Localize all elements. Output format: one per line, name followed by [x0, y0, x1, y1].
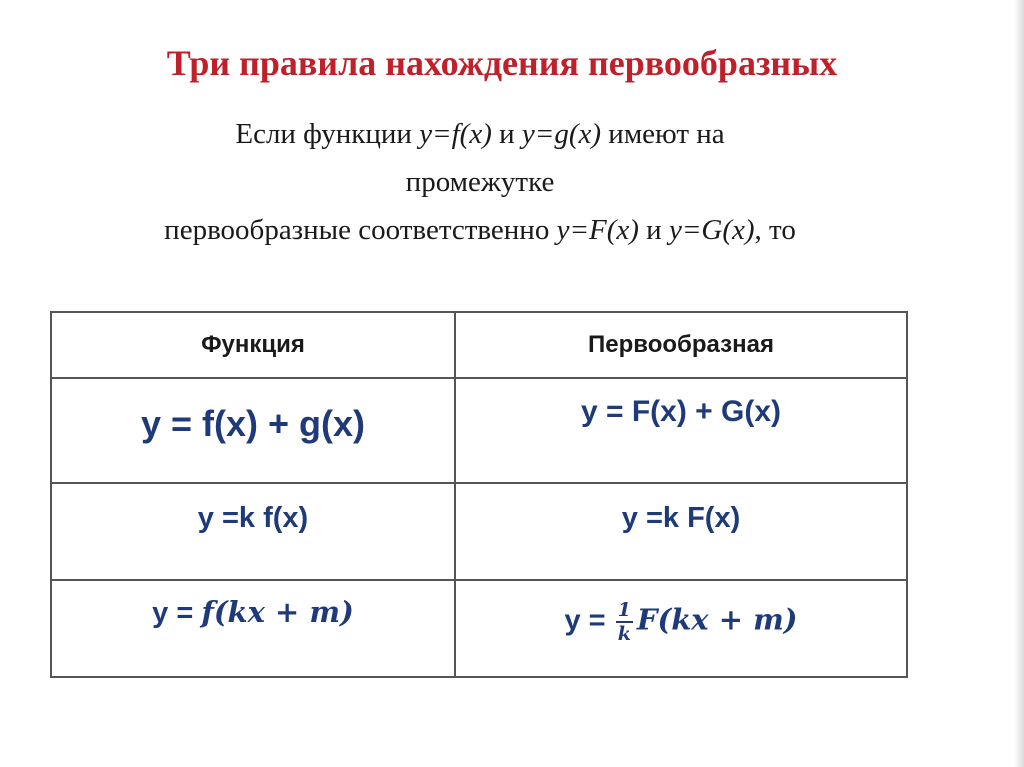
- intro-text-part: первообразные соответственно: [164, 214, 557, 246]
- formula-text: y =k F(x): [621, 502, 741, 534]
- formula-text: [52, 581, 454, 630]
- fraction-denominator: k: [617, 623, 631, 645]
- formula-f-of-x: y=f(x): [419, 118, 492, 150]
- formula-F-of-x: y=F(x): [556, 214, 639, 246]
- formula-math: f(kx + m): [201, 595, 354, 629]
- formula-math: F(kx + m): [636, 602, 798, 637]
- table-header-row: [51, 312, 907, 378]
- slide-edge-shadow: [1014, 0, 1024, 767]
- formula-text: y = f(x) + g(x): [140, 403, 366, 444]
- intro-text-part: , то: [754, 214, 796, 246]
- formula-text: y =k f(x): [197, 502, 309, 534]
- table-row: [51, 378, 907, 483]
- intro-line-1: [0, 110, 960, 158]
- cell-function-linear-arg: [51, 580, 455, 677]
- header-function: Функция: [51, 312, 455, 378]
- intro-text-part: и: [491, 118, 522, 150]
- cell-antiderivative-constant: [455, 483, 907, 580]
- intro-line-2: промежутке: [405, 166, 555, 198]
- formula-prefix: y =: [564, 604, 614, 637]
- table-row: [51, 580, 907, 677]
- formula-G-of-x: y=G(x): [668, 214, 755, 246]
- table-row: [51, 483, 907, 580]
- intro-text-part: Если функции: [235, 118, 420, 150]
- intro-line-3: [0, 206, 960, 254]
- intro-text-part: имеют на: [601, 118, 725, 150]
- cell-antiderivative-sum: [455, 378, 907, 483]
- cell-function-constant: [51, 483, 455, 580]
- intro-text: [0, 110, 960, 254]
- fraction-numerator: 1: [617, 599, 631, 621]
- header-antiderivative: Первообразная: [455, 312, 907, 378]
- antiderivative-rules-table: [50, 311, 908, 678]
- formula-prefix: y =: [152, 597, 202, 629]
- fraction: [616, 599, 633, 645]
- formula-text: [456, 581, 906, 645]
- cell-antiderivative-linear-arg: [455, 580, 907, 677]
- formula-text: y = F(x) + G(x): [580, 395, 782, 428]
- cell-function-sum: [51, 378, 455, 483]
- slide-title: Три правила нахождения первообразных: [166, 43, 838, 83]
- intro-text-part: и: [638, 214, 669, 246]
- formula-g-of-x: y=g(x): [521, 118, 602, 150]
